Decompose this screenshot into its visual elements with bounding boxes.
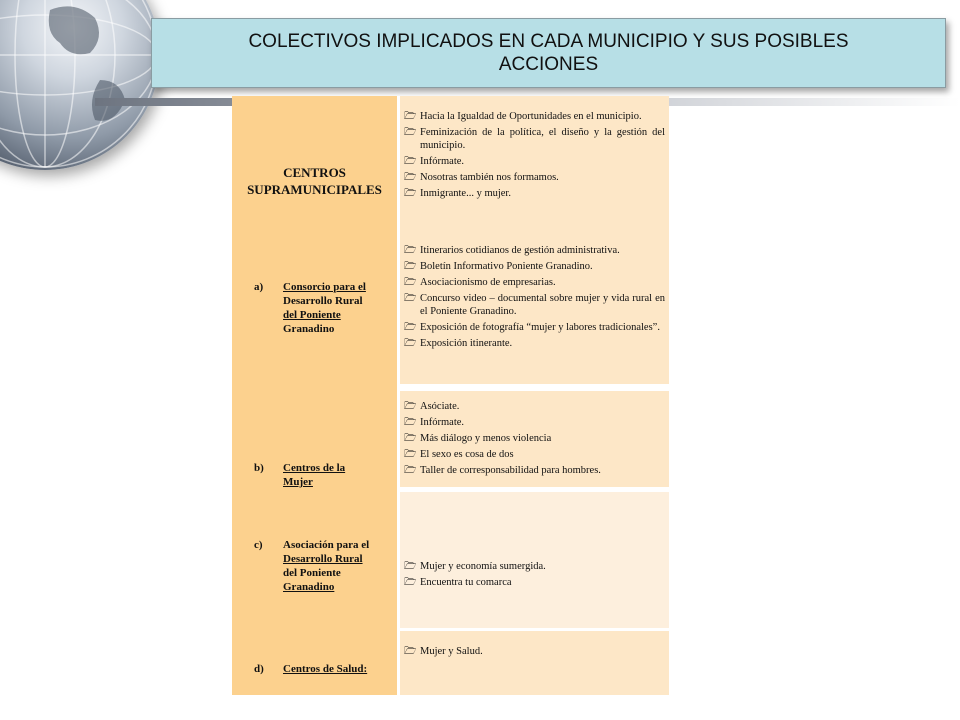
- column-heading: [232, 164, 397, 198]
- org-name-line: del Poniente: [283, 567, 341, 579]
- action-item: [400, 576, 665, 589]
- folder-bullet-icon: 🗁: [404, 322, 417, 333]
- collectives-table: [232, 96, 669, 695]
- folder-bullet-icon: 🗁: [404, 127, 417, 138]
- folder-bullet-icon: 🗁: [404, 277, 417, 288]
- column-heading-line1: CENTROS: [283, 165, 346, 180]
- action-item: [400, 292, 665, 318]
- folder-bullet-icon: 🗁: [404, 401, 417, 412]
- actions-cell-5: [400, 631, 669, 695]
- org-name-line: Desarrollo Rural: [283, 553, 363, 565]
- action-text: Taller de corresponsabilidad para hombres.: [420, 465, 601, 476]
- action-text: Hacia la Igualdad de Oportunidades en el municipio.: [420, 111, 642, 122]
- org-name-line: Consorcio para el: [283, 281, 366, 293]
- folder-bullet-icon: 🗁: [404, 245, 417, 256]
- org-letter: b): [254, 462, 264, 474]
- org-name-line: Asociación para el: [283, 539, 370, 551]
- action-item: [400, 187, 665, 200]
- org-name: [283, 538, 393, 594]
- folder-bullet-icon: 🗁: [404, 465, 417, 476]
- action-text: Inmigrante... y mujer.: [420, 188, 511, 199]
- actions-cell-1: [400, 96, 669, 240]
- organizations-column: [232, 96, 397, 695]
- actions-list: [400, 645, 665, 658]
- org-name: [283, 662, 393, 676]
- org-name-line: Granadino: [283, 323, 335, 335]
- action-item: [400, 155, 665, 168]
- folder-bullet-icon: 🗁: [404, 417, 417, 428]
- page-title: COLECTIVOS IMPLICADOS EN CADA MUNICIPIO Y SUS POSIBLES ACCIONES: [248, 31, 849, 75]
- action-text: Itinerarios cotidianos de gestión administrativa.: [420, 245, 620, 256]
- org-letter: c): [254, 539, 263, 551]
- org-name-line: Mujer: [283, 476, 313, 488]
- action-item: [400, 416, 665, 429]
- org-name: [283, 461, 393, 489]
- folder-bullet-icon: 🗁: [404, 261, 417, 272]
- action-text: Feminización de la política, el diseño y la gestión del municipio.: [420, 127, 665, 151]
- action-text: Mujer y economía sumergida.: [420, 561, 546, 572]
- action-text: Asociacionismo de empresarias.: [420, 277, 556, 288]
- action-item: [400, 400, 665, 413]
- org-letter: d): [254, 663, 264, 675]
- actions-cell-3: [400, 391, 669, 487]
- action-text: Mujer y Salud.: [420, 646, 483, 657]
- org-name-line: Granadino: [283, 581, 335, 593]
- actions-list: [400, 244, 665, 350]
- action-text: Concurso video – documental sobre mujer y vida rural en el Poniente Granadino.: [420, 293, 665, 317]
- actions-cell-2: [400, 230, 669, 384]
- actions-list: [400, 400, 665, 477]
- action-item: [400, 321, 665, 334]
- action-item: [400, 110, 665, 123]
- action-item: [400, 276, 665, 289]
- action-item: [400, 560, 665, 573]
- action-text: Boletín Informativo Poniente Granadino.: [420, 261, 593, 272]
- action-text: Más diálogo y menos violencia: [420, 433, 552, 444]
- action-text: Infórmate.: [420, 156, 465, 167]
- actions-list: [400, 560, 665, 589]
- folder-bullet-icon: 🗁: [404, 561, 417, 572]
- org-name-line: del Poniente: [283, 309, 341, 321]
- action-item: [400, 432, 665, 445]
- action-item: [400, 126, 665, 152]
- folder-bullet-icon: 🗁: [404, 172, 417, 183]
- action-text: Exposición de fotografía “mujer y labores tradicionales”.: [420, 322, 660, 333]
- action-item: [400, 171, 665, 184]
- org-name-line: Desarrollo Rural: [283, 295, 363, 307]
- globe-grid: [0, 0, 160, 170]
- org-name: [283, 280, 393, 336]
- folder-bullet-icon: 🗁: [404, 449, 417, 460]
- action-item: [400, 448, 665, 461]
- folder-bullet-icon: 🗁: [404, 338, 417, 349]
- action-text: Exposición itinerante.: [420, 338, 513, 349]
- action-item: [400, 260, 665, 273]
- folder-bullet-icon: 🗁: [404, 646, 417, 657]
- action-text: El sexo es cosa de dos: [420, 449, 514, 460]
- actions-list: [400, 110, 665, 200]
- org-letter: a): [254, 281, 264, 293]
- column-heading-line2: SUPRAMUNICIPALES: [247, 182, 382, 197]
- action-item: [400, 464, 665, 477]
- folder-bullet-icon: 🗁: [404, 111, 417, 122]
- action-item: [400, 645, 665, 658]
- action-text: Infórmate.: [420, 417, 465, 428]
- folder-bullet-icon: 🗁: [404, 188, 417, 199]
- org-name-line: Centros de la: [283, 462, 346, 474]
- action-text: Nosotras también nos formamos.: [420, 172, 559, 183]
- action-text: Encuentra tu comarca: [420, 577, 512, 588]
- folder-bullet-icon: 🗁: [404, 293, 417, 304]
- action-item: [400, 244, 665, 257]
- globe-decoration: [0, 0, 160, 170]
- org-name-line: Centros de Salud:: [283, 663, 368, 675]
- action-item: [400, 337, 665, 350]
- title-box: [151, 18, 946, 88]
- folder-bullet-icon: 🗁: [404, 156, 417, 167]
- action-text: Asóciate.: [420, 401, 460, 412]
- folder-bullet-icon: 🗁: [404, 577, 417, 588]
- folder-bullet-icon: 🗁: [404, 433, 417, 444]
- actions-cell-4: [400, 492, 669, 628]
